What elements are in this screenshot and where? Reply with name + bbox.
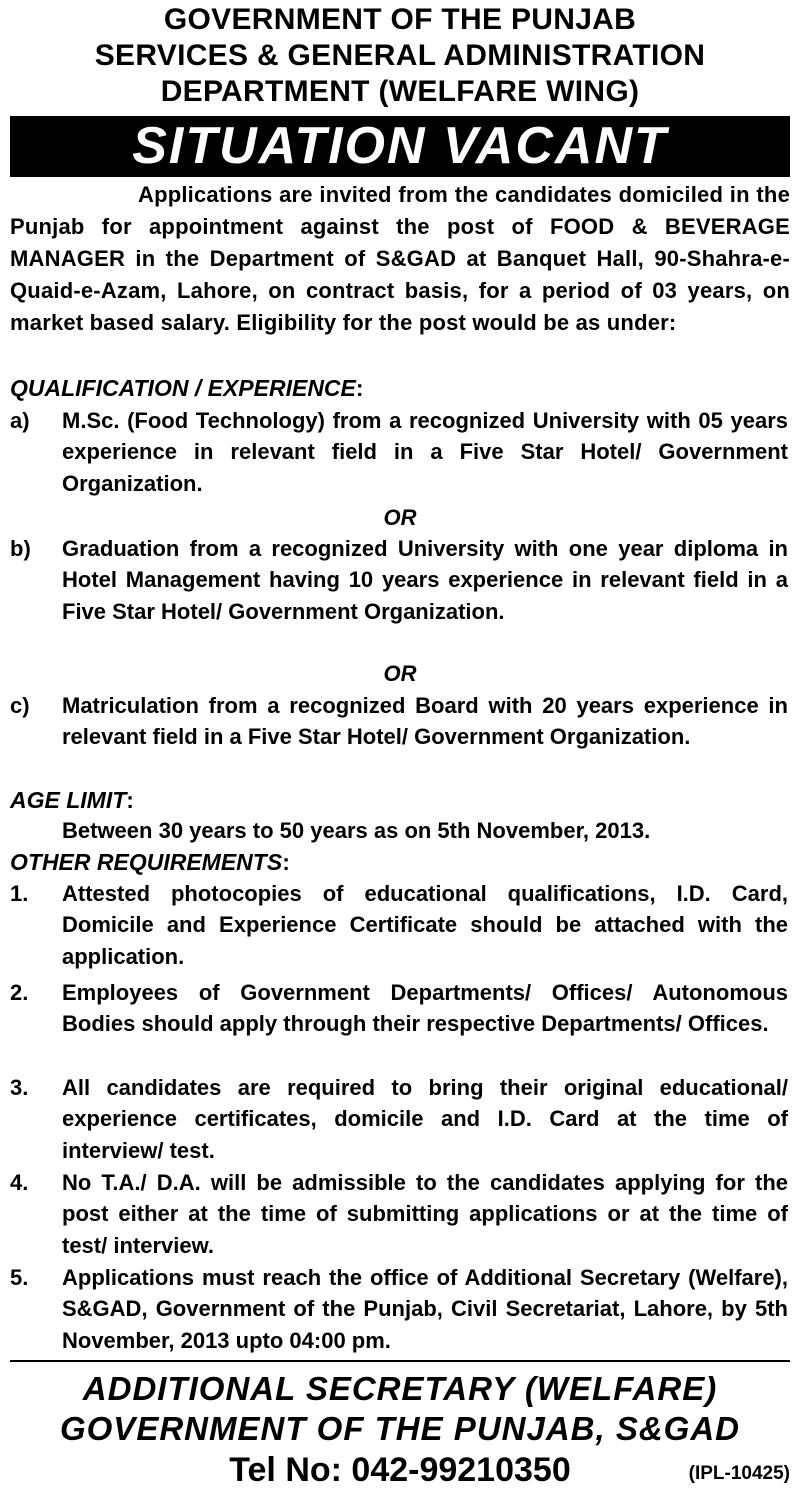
header-line-3: DEPARTMENT (WELFARE WING) [160, 75, 640, 108]
requirement-item-5: 5. Applications must reach the office of Additional Secretary (Welfare), S&GAD, Government of the Punjab, Civil Secretariat, Lahore, by 5th November, 2013 upto 04:00 pm. [10, 1265, 788, 1353]
signatory-title: ADDITIONAL SECRETARY (WELFARE) [82, 1370, 718, 1407]
qualification-heading: QUALIFICATION / EXPERIENCE: [10, 375, 364, 401]
title-banner: SITUATION VACANT [10, 116, 790, 177]
telephone-number: Tel No: 042-99210350 [229, 1451, 571, 1489]
requirement-item-4: 4. No T.A./ D.A. will be admissible to the candidates applying for the post either at the time of submitting applications or at the time of test/ interview. [10, 1170, 788, 1258]
advert-code: (IPL-10425) [688, 1463, 790, 1484]
qualification-item-b: b) Graduation from a recognized University with one year diploma in Hotel Management having 10 years experience in relevant field in a Five Star Hotel/ Government Organization. [10, 536, 788, 624]
qualification-item-c: c) Matriculation from a recognized Board with 20 years experience in relevant field in a Five Star Hotel/ Government Organization. [10, 693, 788, 750]
signatory-department: GOVERNMENT OF THE PUNJAB, S&GAD [59, 1410, 741, 1447]
intro-text: Applications are invited from the candidates domiciled in the Punjab for appointment against the post of FOOD & BEVERAGE MANAGER in the Department of S&GAD at Banquet Hall, 90-Shahra-e-Quaid-e-Azam, Lahore, on contract basis, for a period of 03 years, on market based salary. Eligibility for the post would be as under: [10, 182, 790, 335]
age-limit-text: Between 30 years to 50 years as on 5th November, 2013. [62, 818, 651, 843]
footer-divider [10, 1360, 790, 1362]
requirement-item-3: 3. All candidates are required to bring their original educational/ experience certificates, domicile and I.D. Card at the time of interview/ test. [10, 1075, 788, 1163]
or-separator-2: OR [383, 661, 417, 686]
requirement-item-2: 2. Employees of Government Departments/ Offices/ Autonomous Bodies should apply through their respective Departments/ Offices. [10, 980, 788, 1037]
header-line-1: GOVERNMENT OF THE PUNJAB [163, 3, 637, 36]
or-separator-1: OR [383, 505, 417, 530]
intro-paragraph [10, 179, 790, 339]
age-limit-heading: AGE LIMIT: [10, 787, 134, 813]
qualification-item-a: a) M.Sc. (Food Technology) from a recognized University with 05 years experience in relevant field in a Five Star Hotel/ Government Organization. [10, 408, 788, 496]
header-line-2: SERVICES & GENERAL ADMINISTRATION [94, 39, 706, 72]
other-requirements-heading: OTHER REQUIREMENTS: [10, 849, 290, 875]
requirement-item-1: 1. Attested photocopies of educational qualifications, I.D. Card, Domicile and Experience Certificate should be attached with the application. [10, 881, 788, 969]
